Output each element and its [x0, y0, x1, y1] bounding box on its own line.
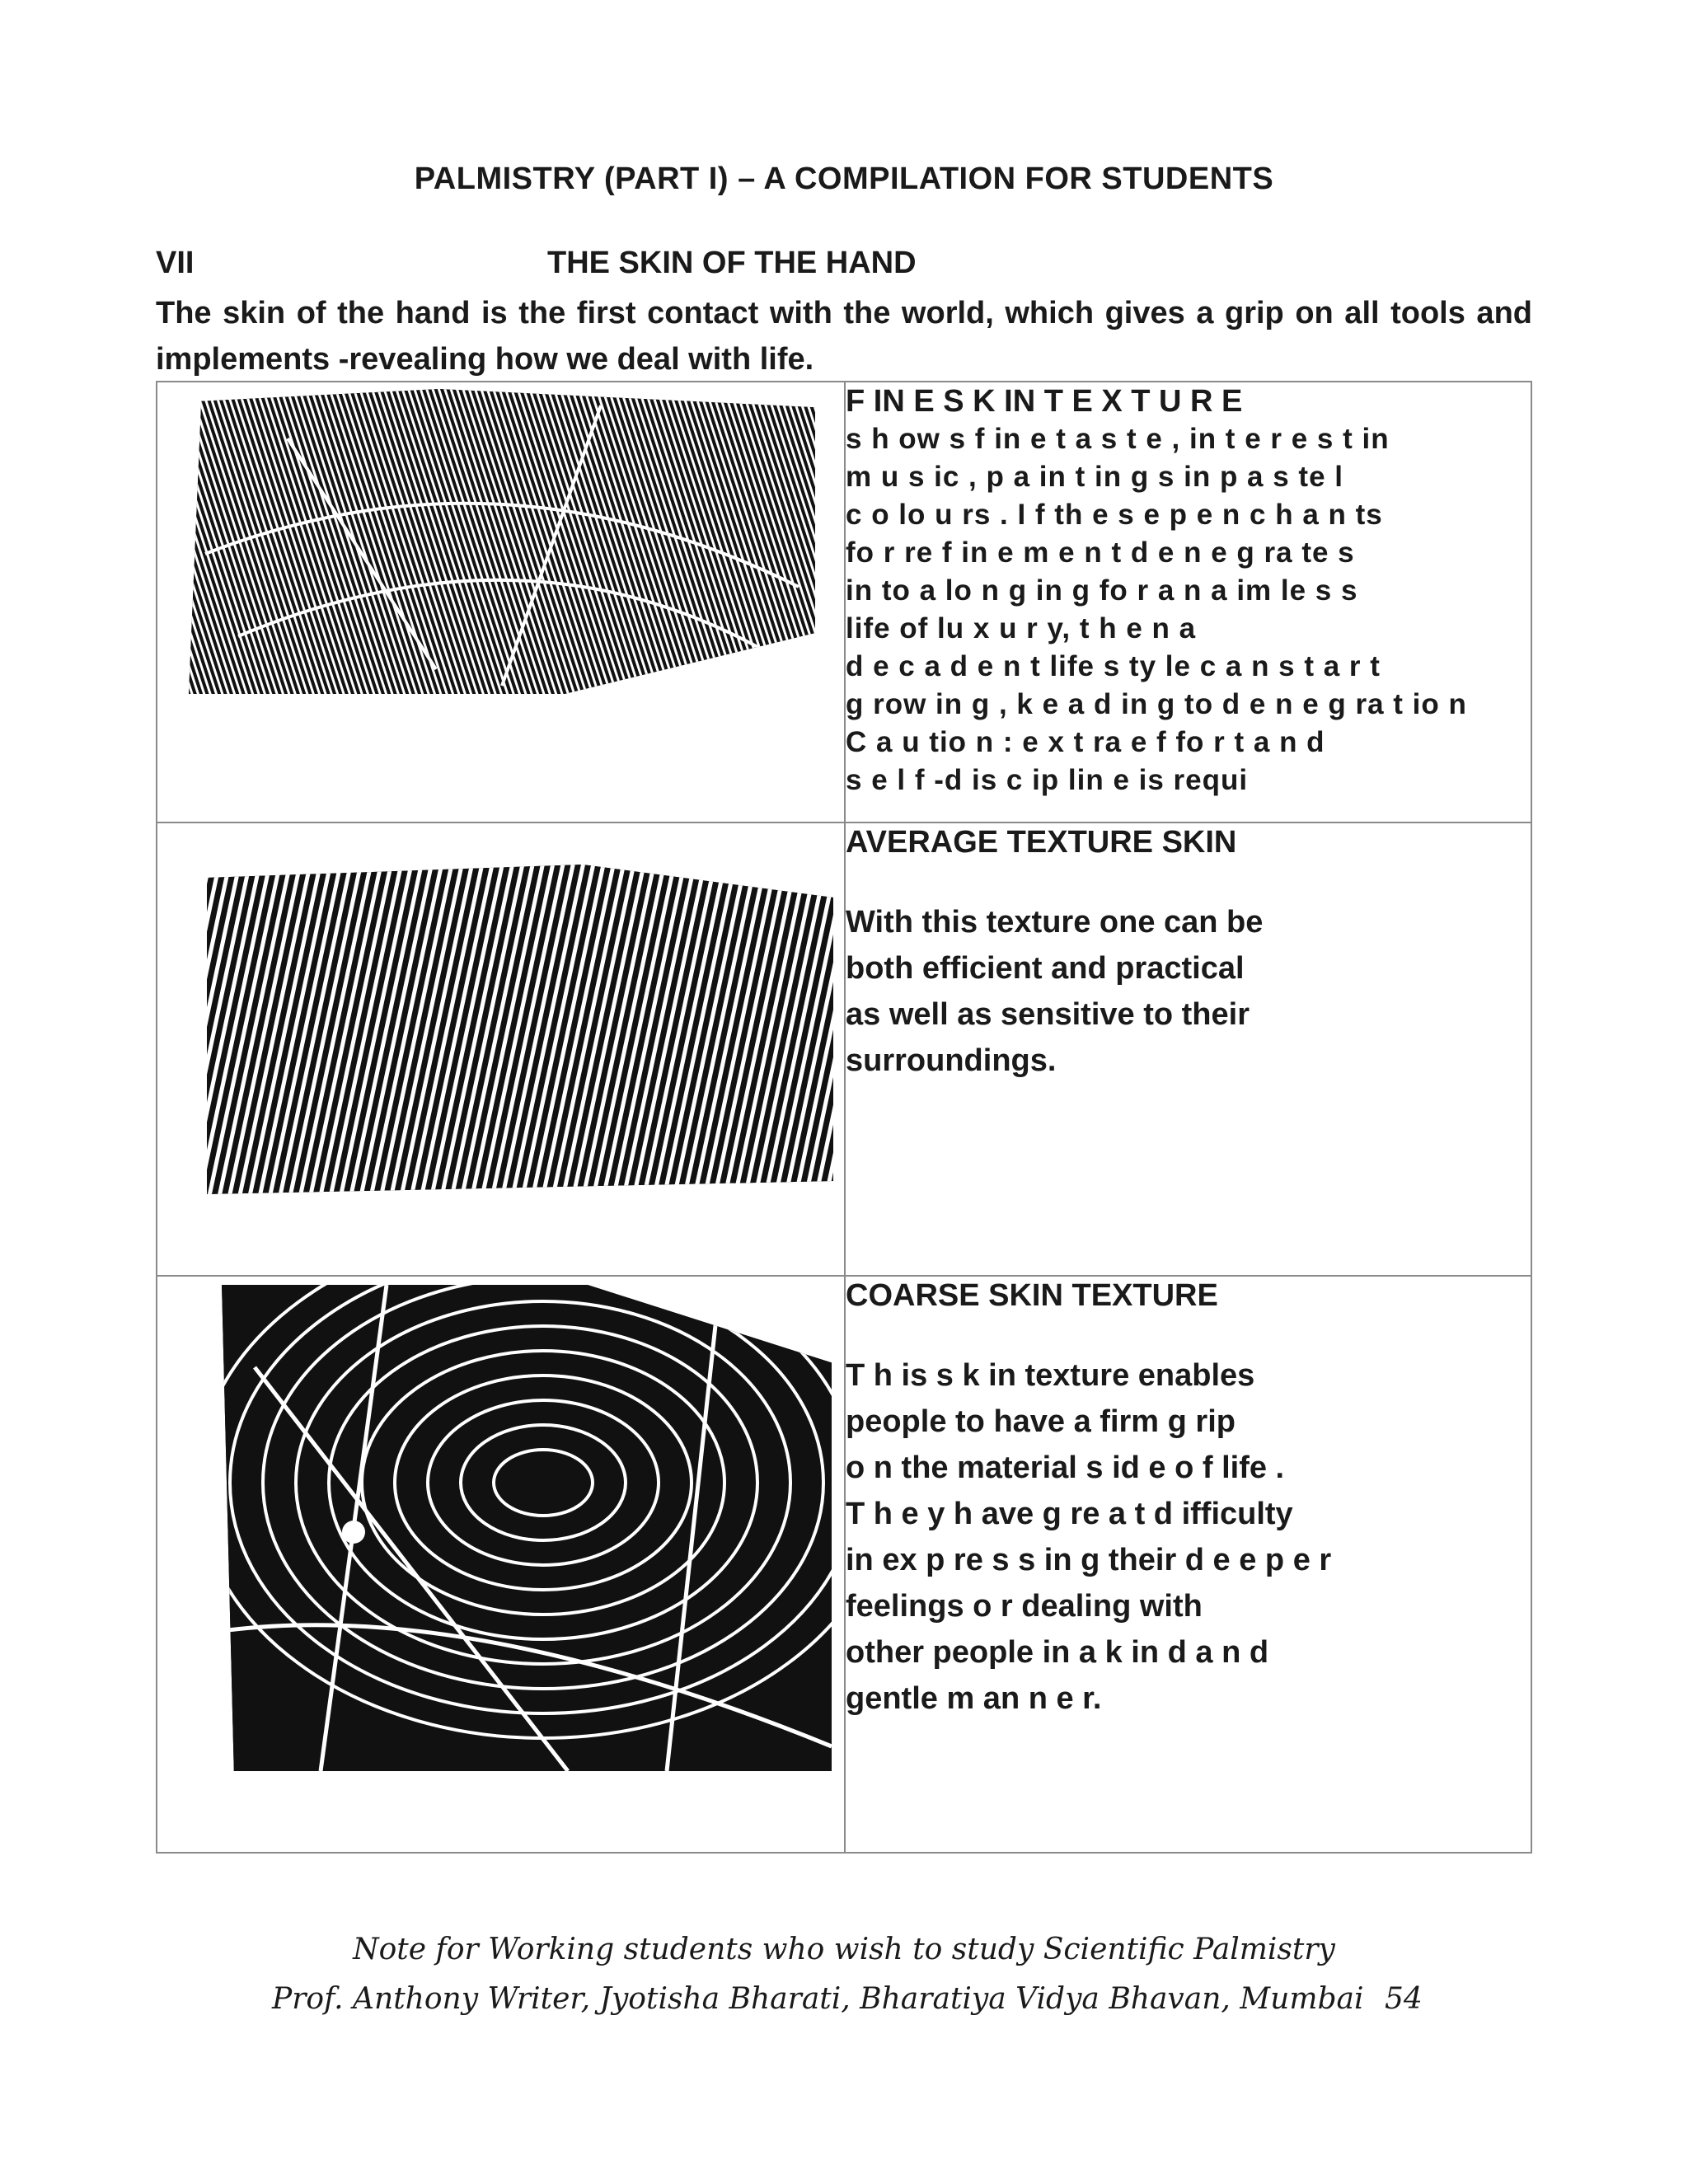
average-skin-print-image — [207, 865, 833, 1194]
average-skin-text-cell — [845, 823, 1531, 1276]
coarse-skin-description: T h is s k in texture enables people to have a firm g rip o n the material s id e o f life . T h e y h ave g re a t d ifficulty in ex p re s s in g their d e e p e r feelings o r dealing with other people in a k in d a n d gentle m an n e r. — [846, 1358, 1332, 1716]
fine-skin-text-cell — [845, 382, 1531, 823]
image-cell — [157, 382, 845, 823]
image-cell — [157, 823, 845, 1276]
fine-skin-heading: F IN E S K IN T E X T U R E — [846, 384, 1243, 419]
footer-note: Note for Working students who wish to study Scientific Palmistry — [353, 1933, 1335, 1966]
intro-paragraph: The skin of the hand is the first contact with the world, which gives a grip on all tools and implements -revealing how we deal with life. — [156, 296, 1532, 377]
chapter-title: THE SKIN OF THE HAND — [547, 246, 917, 280]
table-row — [157, 823, 1531, 1276]
fine-skin-print-image — [189, 389, 815, 694]
footer-author: Prof. Anthony Writer, Jyotisha Bharati, Bharatiya Vidya Bhavan, Mumbai — [272, 1982, 1364, 2016]
image-cell — [157, 1276, 845, 1853]
table-row — [157, 1276, 1531, 1853]
fine-skin-description: s h ow s f in e t a s t e , in t e r e s t in m u s ic , p a in t in g s in p a s te l c o lo u rs . I f th e s e p e n c h a n ts fo r re f in e m e n t d e n e g ra te s in to a lo n g in g fo r a n a im le s s life of lu x u r y, t h e n a d e c a d e n t life s ty le c a n s t a r t g row in g , k e a d in g to d e n e g ra t io n C a u tio n : e x t ra e f fo r t a n d s e l f -d is c ip lin e is requi — [846, 423, 1467, 796]
coarse-skin-heading: COARSE SKIN TEXTURE — [846, 1278, 1218, 1313]
average-skin-heading: AVERAGE TEXTURE SKIN — [846, 825, 1237, 860]
table-row — [157, 382, 1531, 823]
chapter-number: VII — [156, 246, 195, 280]
page-title: PALMISTRY (PART I) – A COMPILATION FOR STUDENTS — [414, 162, 1274, 196]
coarse-skin-text-cell — [845, 1276, 1531, 1853]
coarse-skin-print-image — [222, 1285, 832, 1771]
average-skin-description: With this texture one can be both efficient and practical as well as sensitive to their surroundings. — [846, 905, 1264, 1078]
page-number: 54 — [1385, 1982, 1423, 2016]
skin-texture-table — [156, 381, 1532, 1854]
